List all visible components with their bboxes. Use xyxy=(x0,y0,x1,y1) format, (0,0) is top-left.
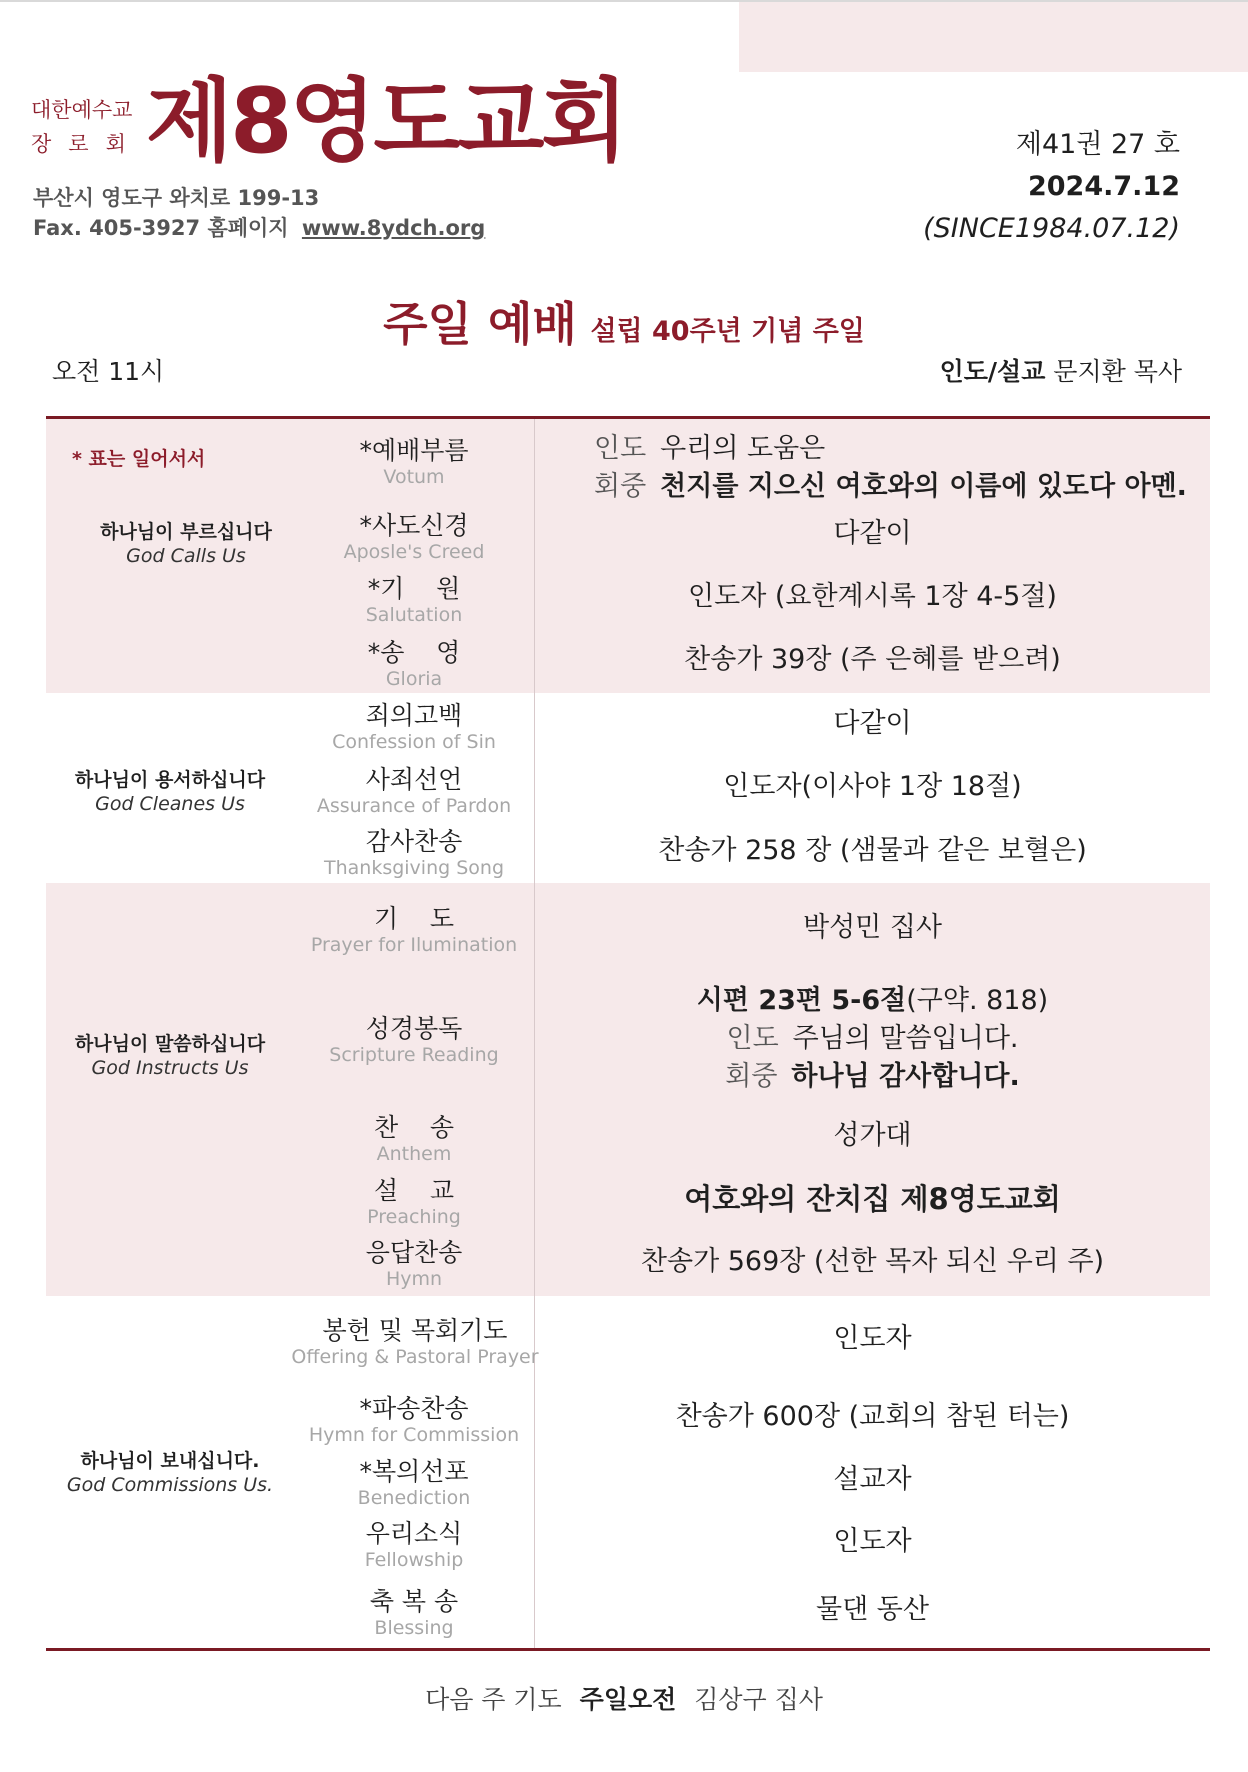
service-title: 주일 예배 xyxy=(383,297,577,351)
footer-service: 주일오전 xyxy=(579,1685,677,1714)
element-prayer: 기 도 Prayer for Ilumination xyxy=(310,904,518,956)
confession-content: 다같이 xyxy=(833,708,912,739)
element-pardon: 사죄선언 Assurance of Pardon xyxy=(316,765,512,817)
homepage-link[interactable]: www.8ydch.org xyxy=(301,216,486,240)
element-creed: *사도신경 Aposle's Creed xyxy=(343,511,485,563)
service-subtitle: 설립 40주년 기념 주일 xyxy=(590,316,865,347)
element-offering: 봉헌 및 목회기도 Offering & Pastoral Prayer xyxy=(291,1316,539,1368)
element-fellowship: 우리소식 Fellowship xyxy=(364,1519,464,1571)
corner-decoration xyxy=(739,2,1248,72)
commission-hymn-content: 찬송가 600장 (교회의 참된 터는) xyxy=(675,1401,1070,1432)
section-label-commissions: 하나님이 보내십니다. God Commissions Us. xyxy=(66,1450,274,1496)
creed-content: 다같이 xyxy=(833,518,912,549)
element-benediction: *복의선포 Benediction xyxy=(357,1457,471,1509)
since-date: (SINCE1984.07.12) xyxy=(923,213,1180,244)
service-time: 오전 11시 xyxy=(52,357,165,386)
contact-line xyxy=(33,213,485,243)
gloria-content: 찬송가 39장 (주 은혜를 받으려) xyxy=(684,644,1061,675)
denomination xyxy=(31,93,143,161)
element-votum: *예배부름 Votum xyxy=(359,436,469,488)
blessing-content: 물댄 동산 xyxy=(816,1594,929,1625)
anthem-content: 성가대 xyxy=(833,1120,912,1151)
offering-content: 인도자 xyxy=(833,1323,912,1354)
street-address: 부산시 영도구 와치로 199-13 xyxy=(33,186,320,210)
church-name: 제8영도교회 xyxy=(146,69,626,174)
element-anthem: 찬 송 Anthem xyxy=(373,1113,455,1165)
issue-number: 제41권 27 호 xyxy=(1015,129,1180,160)
homepage-label: 홈페이지 xyxy=(207,216,289,240)
service-heading xyxy=(0,288,1248,354)
denomination-line1: 대한예수교 xyxy=(31,98,133,122)
element-thanksgiving: 감사찬송 Thanksgiving Song xyxy=(323,827,505,879)
benediction-content: 설교자 xyxy=(833,1464,912,1495)
element-salutation: *기 원 Salutation xyxy=(365,574,463,626)
leader-name: 문지환 목사 xyxy=(1053,357,1182,386)
fax-number: Fax. 405-3927 xyxy=(33,216,201,240)
service-leader xyxy=(940,352,1182,388)
address-block xyxy=(33,183,485,243)
element-response-hymn: 응답찬송 Hymn xyxy=(365,1238,463,1290)
footer-label: 다음 주 기도 xyxy=(425,1685,562,1714)
denomination-line2: 장로회 xyxy=(31,132,143,156)
thanksgiving-content: 찬송가 258 장 (샘물과 같은 보혈은) xyxy=(658,835,1087,866)
standing-note: * 표는 일어서서 xyxy=(72,448,206,470)
issue-info xyxy=(923,124,1180,250)
element-gloria: *송 영 Gloria xyxy=(367,638,461,690)
fellowship-content: 인도자 xyxy=(833,1526,912,1557)
footer-name: 김상구 집사 xyxy=(694,1685,823,1714)
section-label-instructs: 하나님이 말씀하십니다 God Instructs Us xyxy=(74,1033,266,1079)
element-sermon: 설 교 Preaching xyxy=(367,1176,461,1228)
scripture-content: 시편 23편 5-6절(구약. 818) 인도 주님의 말씀입니다. 회중 하나님 감사합니다. xyxy=(696,985,1049,1092)
element-commission-hymn: *파송찬송 Hymn for Commission xyxy=(308,1394,520,1446)
sermon-title: 여호와의 잔치집 제8영도교회 xyxy=(684,1182,1061,1216)
pardon-content: 인도자(이사야 1장 18절) xyxy=(723,771,1022,802)
issue-date: 2024.7.12 xyxy=(1027,171,1180,202)
element-scripture: 성경봉독 Scripture Reading xyxy=(329,1014,499,1066)
leader-role: 인도/설교 xyxy=(939,357,1046,386)
section-label-calls: 하나님이 부르십니다 God Calls Us xyxy=(100,521,272,567)
next-week-prayer xyxy=(0,1680,1248,1716)
element-blessing: 축 복 송 Blessing xyxy=(369,1587,459,1639)
table-bottom-rule xyxy=(46,1648,1210,1651)
response-hymn-content: 찬송가 569장 (선한 목자 되신 우리 주) xyxy=(640,1246,1105,1277)
prayer-content: 박성민 집사 xyxy=(803,912,942,943)
section-label-cleanses: 하나님이 용서하십니다 God Cleanes Us xyxy=(74,769,266,815)
element-confession: 죄의고백 Confession of Sin xyxy=(332,701,496,753)
salutation-content: 인도자 (요한계시록 1장 4-5절) xyxy=(688,581,1057,612)
votum-responsive: 인도 우리의 도움은 회중 천지를 지으신 여호와의 이름에 있도다 아멘. xyxy=(594,433,1187,502)
column-divider xyxy=(534,419,535,1648)
